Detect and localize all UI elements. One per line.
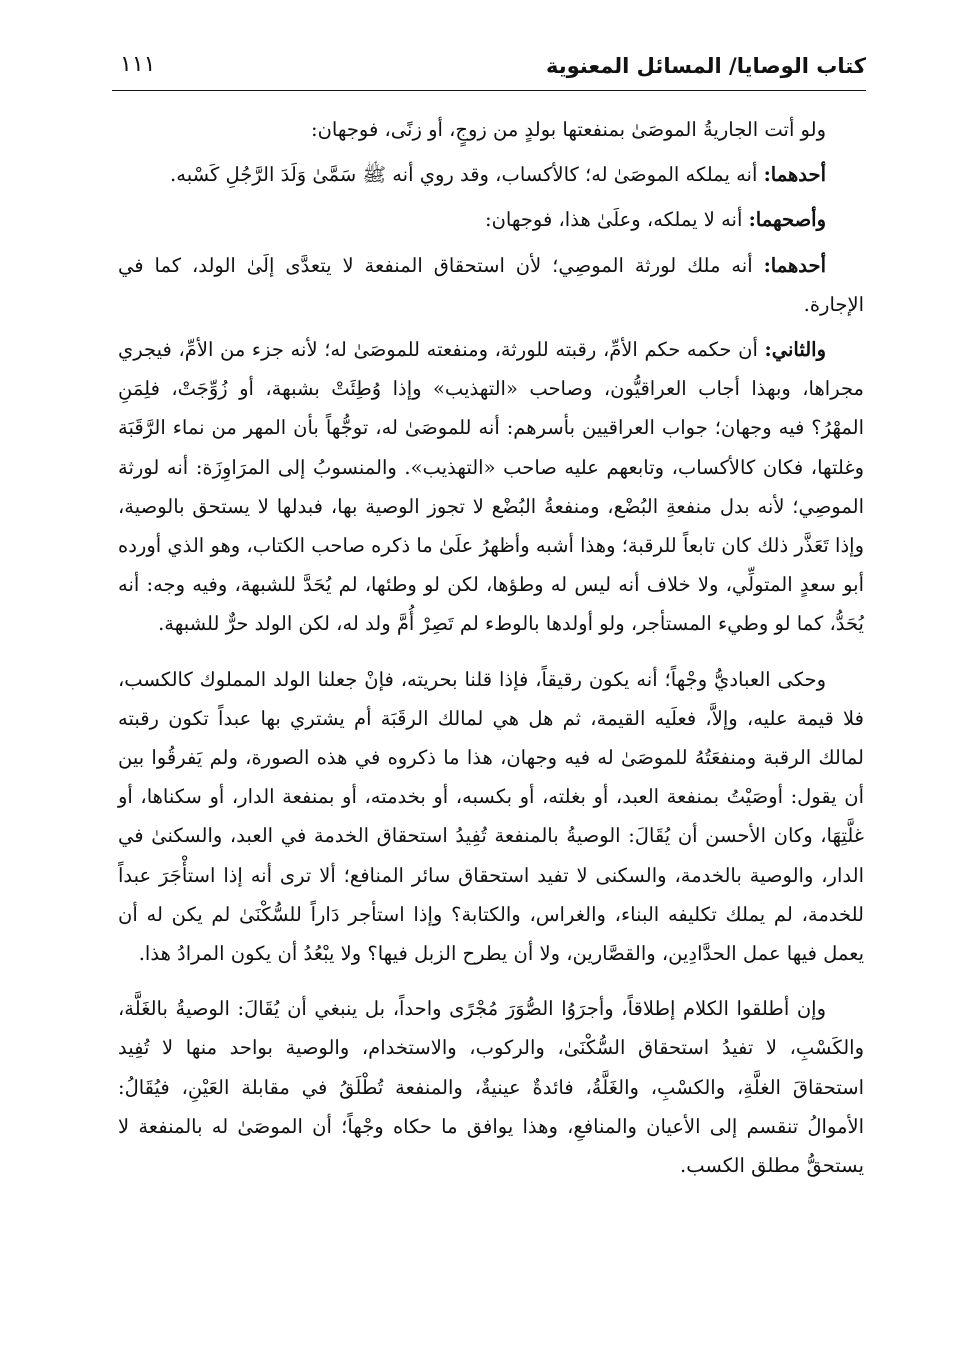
running-header bbox=[112, 44, 866, 90]
page-number: ١١١ bbox=[120, 52, 156, 77]
paragraph-6 bbox=[118, 660, 864, 974]
paragraph-5-label: والثاني: bbox=[764, 338, 827, 362]
paragraph-2-label: أحدهما: bbox=[763, 163, 826, 187]
paragraph-3 bbox=[118, 200, 864, 239]
paragraph-6-text: وحكى العباديُّ وجْهاً؛ أنه يكون رقيقاً، فإذا قلنا بحريته، فإنْ جعلنا الولد المملوك كالكسب، فلا قيمة عليه، وإلاَّ، فعلَيه القيمة، ثم هل هي لمالك الرقَبَة أم يشتري بها عبداً تكون رقبته لمالك الرقبة ومنفعَتُهُ للموصَىٰ له فيه وجهان، هذا ما ذكروه في هذه الصورة، ولم يَفرقُوا بين أن يقول: أوصَيْتُ بمنفعة العبد، أو بغلته، أو بكسبه، أو بخدمته، أو بمنفعة الدار، أو سكناها، أو غلَّتِهَا، وكان الأحسن أن يُقَالَ: الوصيةُ بالمنفعة تُفِيدُ استحقاق الخدمة في العبد، والسكنىٰ في الدار، والوصية بالخدمة، والسكنى لا تفيد استحقاق سائر المنافع؛ ألا ترى أنه إذا استأْجَرَ عبداً للخدمة، لم يملك تكليفه البناء، والغراس، والكتابة؟ وإذا استأجر دَاراً للسُّكْنَىٰ لم يكن له أن يعمل فيها عمل الحدَّادِين، والقصَّارين، ولا أن يطرح الزبل فيها؟ ولا يبْعُدُ أن يكون المرادُ هذا. bbox=[118, 667, 864, 966]
paragraph-5-text: أن حكمه حكم الأمِّ، رقبته للورثة، ومنفعته للموصَىٰ له؛ لأنه جزء من الأمِّ، فيجري مجراها، وبهذا أجاب العراقيُّون، وصاحب «التهذيب» وإذا وُطِئَتْ بشبهة، أو زُوِّجَتْ، فلِمَنِ المهْرُ؟ فيه وجهان؛ جواب العراقيين بأسرهم: أنه للموصَىٰ له، توجُّهاً بأن المهر من نماء الرَّقَبَة وغلتها، فكان كالأكساب، وتابعهم عليه صاحب «التهذيب». والمنسوبُ إلى المرَاوِزَة: أنه لورثة الموصِي؛ لأنه بدل منفعةِ البُضْع، ومنفعةُ البُضْع لا تجوز الوصية بها، فبدلها لا يستحق بالوصية، وإذا تَعَذَّر ذلك كان تابعاً للرقبة؛ وهذا أشبه وأظهرُ علَىٰ ما ذكره صاحب الكتاب، وهو الذي أورده أبو سعدٍ المتولِّي، ولا خلاف أنه ليس له وطؤها، لكن لو وطئها، لم يُحَدَّ للشبهة، وفيه وجه: أنه يُحَدُّ، كما لو وطيء المستأجر، ولو أولدها بالوطء لم تَصِرْ أُمَّ ولد له، لكن الولد حرٌّ للشبهة. bbox=[118, 338, 864, 636]
paragraph-3-label: وأصحهما: bbox=[748, 208, 826, 232]
paragraph-3-text: أنه لا يملكه، وعلَىٰ هذا، فوجهان: bbox=[485, 208, 743, 232]
header-title: كتاب الوصايا/ المسائل المعنوية bbox=[546, 54, 866, 78]
paragraph-1 bbox=[118, 110, 864, 149]
header-rule bbox=[112, 90, 866, 91]
page-body bbox=[118, 110, 864, 1191]
paragraph-2-text: أنه يملكه الموصَىٰ له؛ كالأكساب، وقد روي أنه ﷺ سَمَّىٰ وَلَدَ الرَّجُلِ كَسْبه. bbox=[170, 163, 758, 187]
paragraph-4-text: أنه ملك لورثة الموصِي؛ لأن استحقاق المنفعة لا يتعدَّى إلَىٰ الولد، كما في الإجارة. bbox=[118, 253, 864, 316]
paragraph-4 bbox=[118, 246, 864, 324]
paragraph-4-label: أحدهما: bbox=[763, 253, 826, 277]
paragraph-7-text: وإن أطلقوا الكلام إطلاقاً، وأجرَوُا الصُّوَرَ مُجْرًى واحداً، بل ينبغي أن يُقَالَ: الوصيةُ بالغَلَّة، والكَسْبِ، لا تفيدُ استحقاق السُّكْنَىٰ، والركوب، والاستخدام، والوصية بواحد منها لا تُفِيد استحقاقَ الغلَّةِ، والكسْبِ، والغَلَّةُ، فائدةٌ عينيةٌ، والمنفعة تُطْلَقُ في مقابلة العَيْنِ، فيُقَالُ: الأموالُ تنقسم إلى الأعيان والمنافعِ، وهذا يوافق ما حكاه وجْهاً؛ أن الموصَىٰ له بالمنفعة لا يستحقُّ مطلق الكسب. bbox=[118, 997, 864, 1178]
paragraph-1-text: ولو أتت الجاريةُ الموصَىٰ بمنفعتها بولدٍ من زوجٍ، أو زنًى، فوجهان: bbox=[311, 118, 826, 141]
paragraph-7 bbox=[118, 989, 864, 1185]
paragraph-5 bbox=[118, 330, 864, 644]
paragraph-2 bbox=[118, 155, 864, 194]
